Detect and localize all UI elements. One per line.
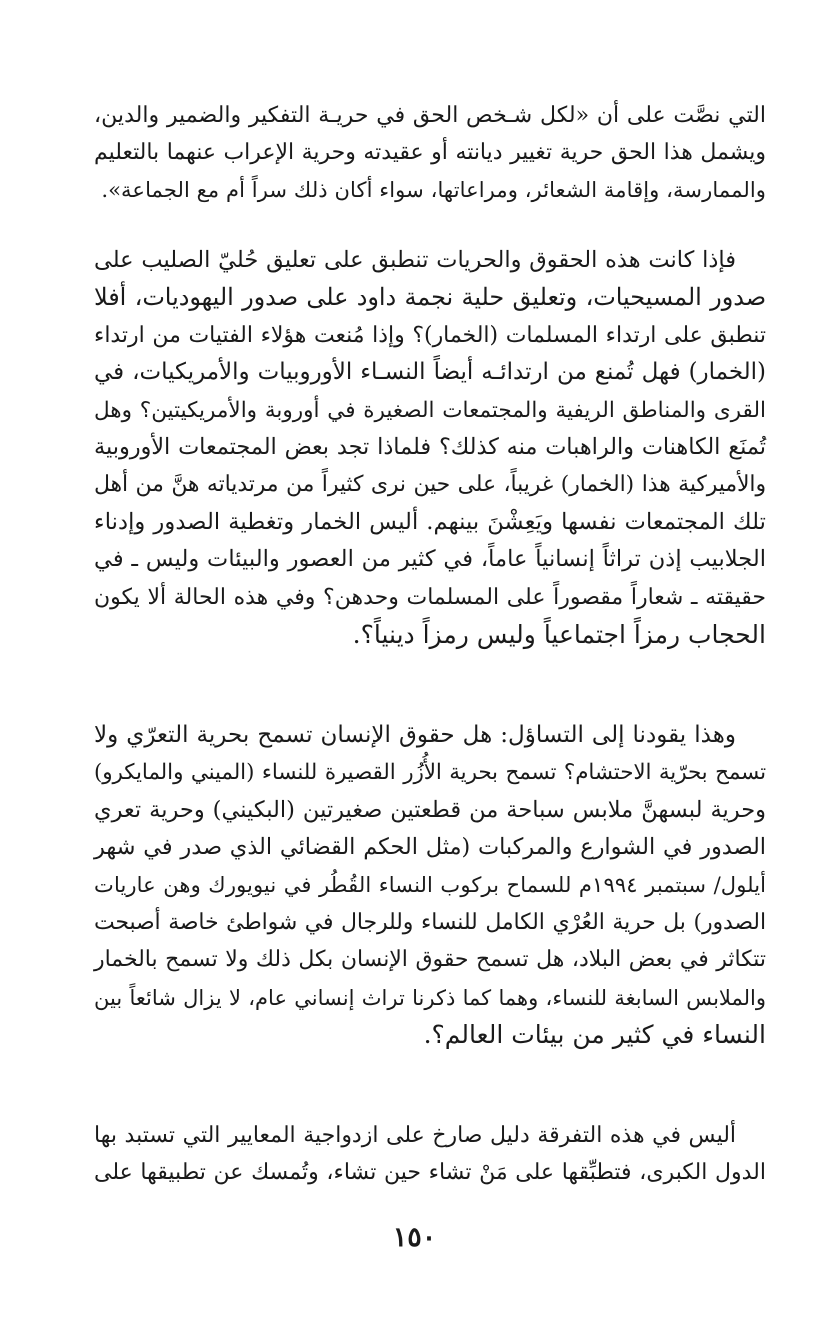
text-line: الحجاب رمزاً اجتماعياً وليس رمزاً دينياً؟. bbox=[352, 619, 766, 649]
text-line: والممارسة، وإقامة الشعائر، ومراعاتها، سواء أكان ذلك سراً أم مع الجماعة». bbox=[101, 177, 766, 203]
text-line: حقيقته ـ شعاراً مقصوراً على المسلمات وحدهن؟ وفي هذه الحالة ألا يكون bbox=[94, 584, 766, 610]
text-line: ويشمل هذا الحق حرية تغيير ديانته أو عقيدته وحرية الإعراب عنهما بالتعليم bbox=[94, 140, 766, 166]
text-line: الجلابيب إذن تراثاً إنسانياً عاماً، في كثير من العصور والبيئات وليس ـ في bbox=[94, 546, 766, 573]
paragraph-2 bbox=[94, 242, 766, 653]
text-line: الصدور في الشوارع والمركبات (مثل الحكم القضائي الذي صدر في شهر bbox=[94, 834, 766, 861]
text-line: الصدور) بل حرية العُرْي الكامل للنساء وللرجال في شواطئ خاصة أصبحت bbox=[94, 909, 766, 935]
text-line: تُمنَع الكاهنات والراهبات منه كذلك؟ فلماذا تجد بعض المجتمعات الأوروبية bbox=[94, 433, 766, 460]
text-line: فإذا كانت هذه الحقوق والحريات تنطبق على تعليق حُليّ الصليب على bbox=[94, 247, 736, 273]
text-line: تلك المجتمعات نفسها ويَعِشْنَ بينهم. أليس الخمار وتغطية الصدور وإدناء bbox=[94, 508, 766, 535]
text-line: وحرية لبسهنَّ ملابس سباحة من قطعتين صغيرتين (البكيني) وحرية تعري bbox=[94, 796, 766, 823]
text-line: الدول الكبرى، فتطبِّقها على مَنْ تشاء حين تشاء، وتُمسك عن تطبيقها على bbox=[94, 1160, 766, 1186]
paragraph-1 bbox=[94, 97, 766, 209]
paragraph-3 bbox=[94, 717, 766, 1054]
text-line: القرى والمناطق الريفية والمجتمعات الصغيرة في أوروبة والأمريكيتين؟ وهل bbox=[94, 397, 766, 423]
paragraph-4 bbox=[94, 1117, 766, 1192]
text-line: التي نصَّت على أن «لكل شـخص الحق في حريـة التفكير والضمير والدين، bbox=[94, 102, 766, 128]
text-line: تتكاثر في بعض البلاد، هل تسمح حقوق الإنسان بكل ذلك ولا تسمح بالخمار bbox=[94, 947, 766, 973]
text-line: النساء في كثير من بيئات العالم؟. bbox=[423, 1020, 766, 1050]
text-line: (الخمار) فهل تُمنع من ارتدائـه أيضاً النسـاء الأوروبيات والأمريكيات، في bbox=[94, 359, 766, 386]
page-number: ١٥٠ bbox=[392, 1222, 437, 1253]
text-line: أيلول/ سبتمبر ١٩٩٤م للسماح بركوب النساء القُطُر في نيويورك وهن عاريات bbox=[94, 872, 767, 898]
text-line: أليس في هذه التفرقة دليل صارخ على ازدواجية المعايير التي تستبد بها bbox=[94, 1123, 736, 1148]
text-line: تنطبق على ارتداء المسلمات (الخمار)؟ وإذا مُنعت هؤلاء الفتيات من ارتداء bbox=[94, 322, 766, 348]
text-line: وهذا يقودنا إلى التساؤل: هل حقوق الإنسان تسمح بحرية التعرّي ولا bbox=[94, 722, 736, 748]
text-line: صدور المسيحيات، وتعليق حلية نجمة داود على صدور اليهوديات، أفلا bbox=[94, 283, 766, 312]
text-line: والملابس السابغة للنساء، وهما كما ذكرنا تراث إنساني عام، لا يزال شائعاً بين bbox=[94, 984, 766, 1010]
text-line: والأميركية هذا (الخمار) غريباً، على حين نرى كثيراً من مرتدياته هنَّ من أهل bbox=[94, 472, 766, 498]
text-line: تسمح بحرّية الاحتشام؟ تسمح بحرية الأُزُر القصيرة للنساء (الميني والمايكرو) bbox=[94, 760, 766, 786]
